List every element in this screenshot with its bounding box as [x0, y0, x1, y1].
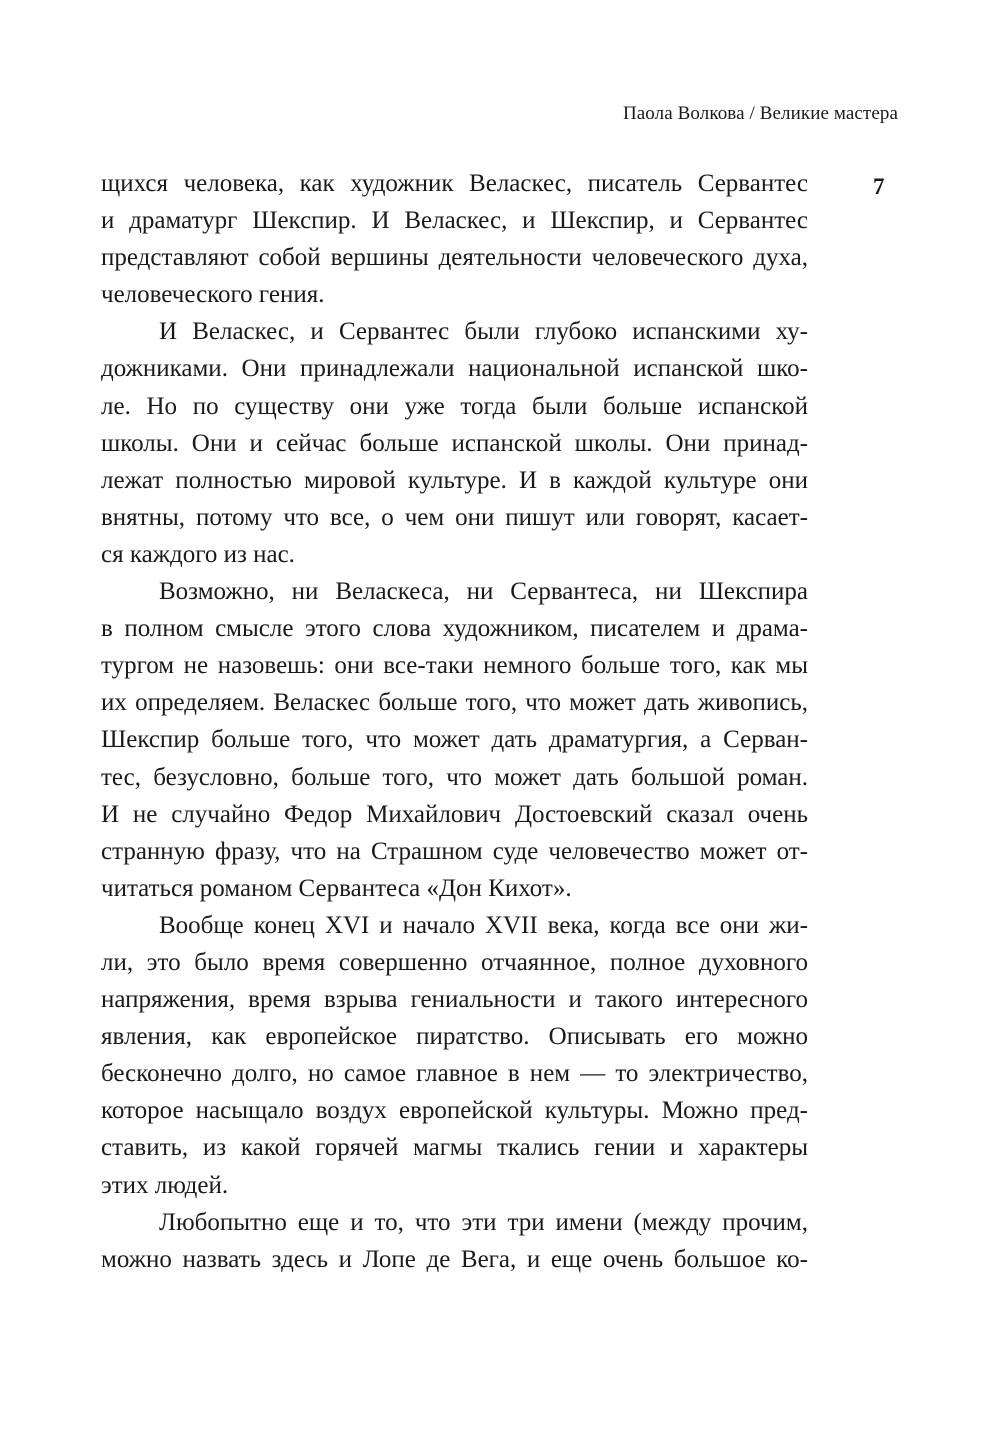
text-line: тес, безусловно, больше того, что может дать большой роман.	[101, 763, 808, 791]
text-line: читаться романом Сервантеса «Дон Кихот».	[101, 874, 572, 902]
text-line: и драматург Шекспир. И Веласкес, и Шекспир, и Сервантес	[101, 207, 808, 235]
text-line: внятны, потому что все, о чем они пишут или говорят, касает-	[101, 503, 808, 531]
text-line: бесконечно долго, но самое главное в нем — то электричество,	[101, 1060, 808, 1088]
text-line: можно назвать здесь и Лопе де Вега, и еще очень большое ко-	[101, 1245, 808, 1273]
text-line: Возможно, ни Веласкеса, ни Сервантеса, ни Шекспира	[159, 578, 808, 606]
text-line: этих людей.	[101, 1171, 229, 1199]
text-line: напряжения, время взрыва гениальности и такого интересного	[101, 986, 808, 1014]
text-line: школы. Они и сейчас больше испанской школы. Они принад-	[101, 429, 808, 457]
text-line: которое насыщало воздух европейской культуры. Можно пред-	[101, 1097, 808, 1125]
text-line: явления, как европейское пиратство. Описывать его можно	[101, 1023, 808, 1051]
text-line: их определяем. Веласкес больше того, что может дать живопись,	[101, 689, 808, 717]
text-line: дожниками. Они принадлежали национальной испанской шко-	[101, 355, 808, 383]
text-line: человеческого гения.	[101, 281, 325, 309]
page-number: 7	[873, 174, 885, 199]
text-line: тургом не назовешь: они все-таки немного больше того, как мы	[101, 652, 808, 680]
text-line: Вообще конец XVI и начало XVII века, когда все они жи-	[159, 911, 808, 939]
text-line: ся каждого из нас.	[101, 540, 295, 568]
text-line: ли, это было время совершенно отчаянное, полное духовного	[101, 948, 808, 976]
text-line: Любопытно еще и то, что эти три имени (между прочим,	[159, 1208, 808, 1236]
text-line: в полном смысле этого слова художником, писателем и драма-	[101, 615, 808, 643]
text-line: И Веласкес, и Сервантес были глубоко испанскими ху-	[159, 318, 808, 346]
text-line: ле. Но по существу они уже тогда были больше испанской	[101, 392, 808, 420]
text-line: ставить, из какой горячей магмы ткались гении и характеры	[101, 1134, 808, 1162]
text-line: Шекспир больше того, что может дать драматургия, а Серван-	[101, 726, 808, 754]
text-line: И не случайно Федор Михайлович Достоевский сказал очень	[101, 800, 808, 828]
body-text	[101, 165, 808, 1278]
text-line: представляют собой вершины деятельности человеческого духа,	[101, 244, 808, 272]
text-line: странную фразу, что на Страшном суде человечество может от-	[101, 837, 808, 865]
text-line: щихся человека, как художник Веласкес, писатель Сервантес	[101, 170, 808, 197]
running-title: Паола Волкова / Великие мастера	[622, 103, 898, 124]
text-line: лежат полностью мировой культуре. И в каждой культуре они	[101, 466, 808, 494]
